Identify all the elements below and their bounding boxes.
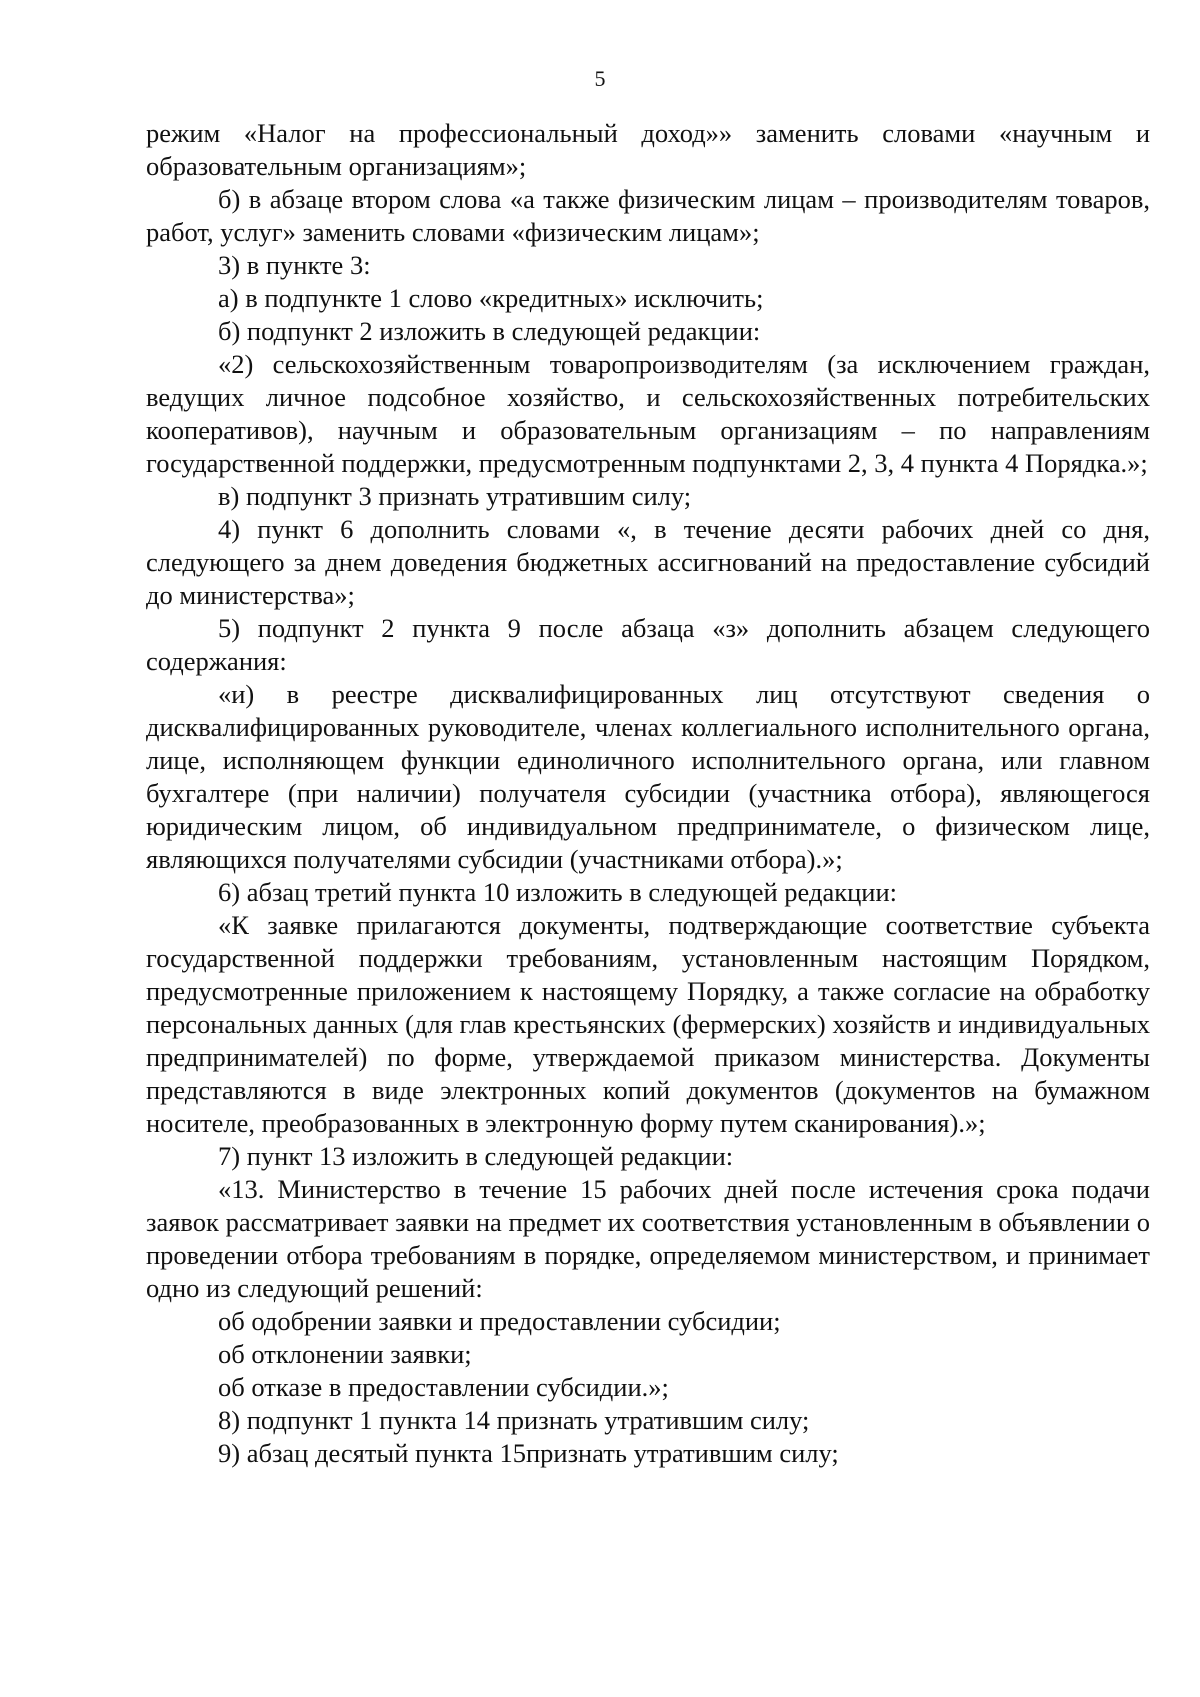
paragraph: «2) сельскохозяйственным товаропроизводителям (за исключением граждан, ведущих личное подсобное хозяйство, и сельскохозяйственных потребительских кооперативов), научным и образовательным организациям – по направлениям государственной поддержки, предусмотренным подпунктами 2, 3, 4 пункта 4 Порядка.»; (146, 349, 1150, 478)
paragraph: а) в подпункте 1 слово «кредитных» исключить; (218, 283, 764, 313)
paragraph: б) подпункт 2 изложить в следующей редакции: (218, 316, 761, 346)
page-number: 5 (594, 66, 606, 91)
paragraph: 6) абзац третий пункта 10 изложить в следующей редакции: (218, 877, 897, 907)
paragraph: 8) подпункт 1 пункта 14 признать утратившим силу; (218, 1405, 810, 1435)
paragraph: «и) в реестре дисквалифицированных лиц отсутствуют сведения о дисквалифицированных руководителе, членах коллегиального исполнительного органа, лице, исполняющем функции единоличного исполнительного органа, или главном бухгалтере (при наличии) получателя субсидии (участника отбора), являющегося юридическим лицом, об индивидуальном предпринимателе, о физическом лице, являющихся получателями субсидии (участниками отбора).»; (146, 679, 1150, 874)
paragraph: б) в абзаце втором слова «а также физическим лицам – производителям товаров, работ, услуг» заменить словами «физическим лицам»; (146, 184, 1150, 247)
paragraph: об отказе в предоставлении субсидии.»; (218, 1372, 669, 1402)
paragraph: «13. Министерство в течение 15 рабочих дней после истечения срока подачи заявок рассматривает заявки на предмет их соответствия установленным в объявлении о проведении отбора требованиям в порядке, определяемом министерством, и принимает одно из следующий решений: (146, 1174, 1150, 1303)
paragraph: об отклонении заявки; (218, 1339, 472, 1369)
paragraph: в) подпункт 3 признать утратившим силу; (218, 481, 692, 511)
paragraph: 3) в пункте 3: (218, 250, 371, 280)
paragraph: режим «Налог на профессиональный доход»» заменить словами «научным и образовательным организациям»; (146, 118, 1150, 181)
paragraph: 7) пункт 13 изложить в следующей редакции: (218, 1141, 734, 1171)
paragraph: 9) абзац десятый пункта 15признать утратившим силу; (218, 1438, 839, 1468)
document-body (146, 117, 1150, 1470)
paragraph: 4) пункт 6 дополнить словами «, в течение десяти рабочих дней со дня, следующего за днем доведения бюджетных ассигнований на предоставление субсидий до министерства»; (146, 514, 1150, 610)
paragraph: «К заявке прилагаются документы, подтверждающие соответствие субъекта государственной поддержки требованиям, установленным настоящим Порядком, предусмотренные приложением к настоящему Порядку, а также согласие на обработку персональных данных (для глав крестьянских (фермерских) хозяйств и индивидуальных предпринимателей) по форме, утверждаемой приказом министерства. Документы представляются в виде электронных копий документов (документов на бумажном носителе, преобразованных в электронную форму путем сканирования).»; (146, 910, 1150, 1138)
paragraph: об одобрении заявки и предоставлении субсидии; (218, 1306, 781, 1336)
paragraph: 5) подпункт 2 пункта 9 после абзаца «з» дополнить абзацем следующего содержания: (146, 613, 1150, 676)
